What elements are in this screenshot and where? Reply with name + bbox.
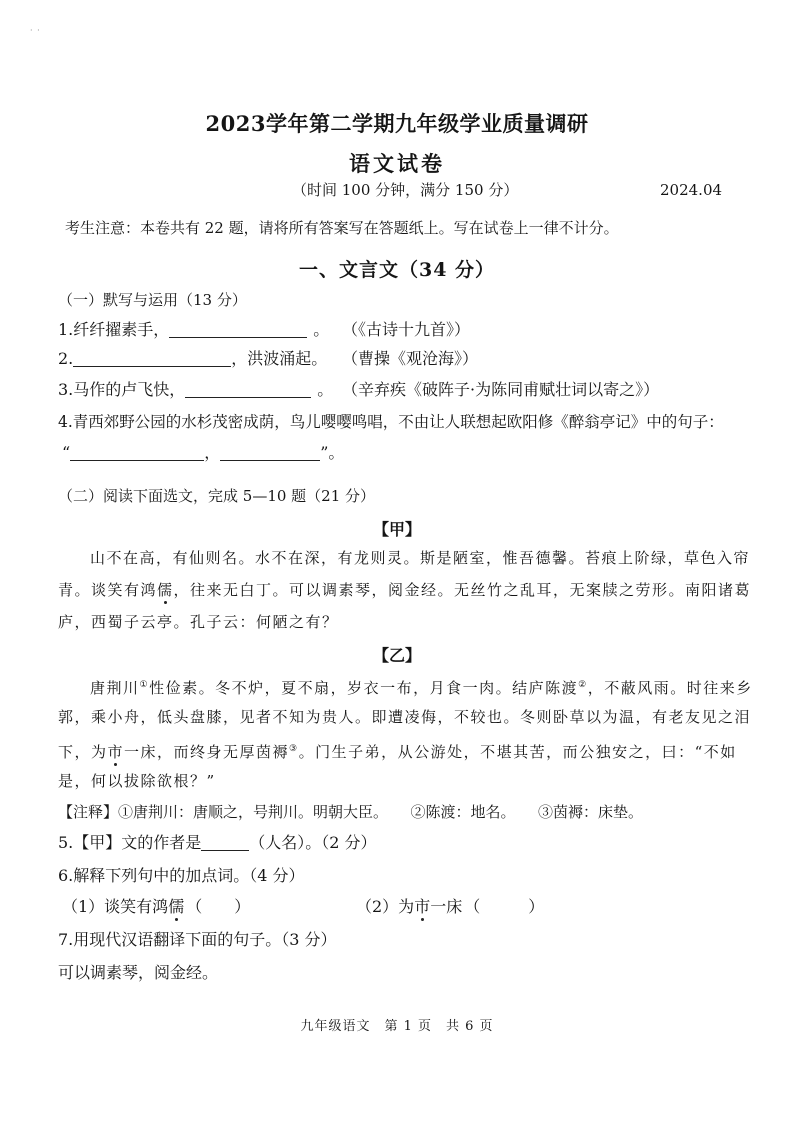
q4-open-quote: “ (62, 443, 71, 462)
page-footer: 九年级语文 第 1 页 共 6 页 (300, 1019, 494, 1034)
passage-yi-label: 【乙】 (372, 646, 421, 665)
q4-answer-blank-2[interactable] (220, 444, 320, 461)
q3-source: （辛弃疾《破阵子·为陈同甫赋壮词以寄之》） (342, 380, 660, 399)
q2-answer-blank[interactable] (73, 350, 231, 367)
scan-mark: · · (30, 26, 41, 35)
yi-line-4 (58, 771, 216, 791)
yi-line-1 (90, 675, 753, 698)
yi-line-4-text: 是，何以拔除欲根？” (58, 772, 216, 790)
note-ref-3: ③ (289, 744, 299, 754)
q6-item1-dotted-word: 儒 (168, 897, 185, 916)
q5-answer-blank[interactable] (201, 834, 249, 851)
exam-date: 2024.04 (660, 181, 723, 199)
q1-suffix: 。 (313, 320, 330, 339)
question-7-title: 7.用现代汉语翻译下面的句子。（3 分） (58, 930, 337, 949)
q6-item2-text-b: 一床 (430, 897, 463, 916)
yi-line-3 (58, 739, 737, 762)
question-4-answer (62, 443, 344, 463)
yi-line-3-text-c: 。门生子弟，从公游处，不堪其苦，而公独安之，曰：“不如 (298, 743, 737, 761)
question-6-title: 6.解释下列句中的加点词。（4 分） (58, 866, 305, 885)
q1-prefix: 1.纤纤擢素手， (58, 320, 170, 339)
q6-item1-answer-paren[interactable]: （ ） (186, 897, 251, 916)
jia-line-1 (90, 548, 750, 568)
question-1 (58, 320, 329, 340)
q6-item2-text-a: （2）为 (356, 897, 415, 916)
question-5 (58, 833, 377, 853)
jia-line-2-text-a: 青。谈笑有鸿 (58, 581, 158, 599)
q3-prefix: 3.马作的卢飞快， (58, 380, 186, 399)
part1-title: （一）默写与运用（13 分） (58, 291, 247, 309)
exam-title: 2023学年第二学期九年级学业质量调研 (205, 111, 589, 136)
passage-jia-label: 【甲】 (372, 520, 421, 539)
q5-prefix: 5.【甲】文的作者是 (58, 833, 202, 852)
q4-answer-blank-1[interactable] (70, 444, 204, 461)
part2-title: （二）阅读下面选文，完成 5—10 题（21 分） (58, 487, 376, 505)
q1-source: （《古诗十九首》） (342, 320, 471, 339)
exam-time-info: （时间 100 分钟，满分 150 分） (292, 181, 519, 199)
jia-line-3-text: 庐，西蜀子云亭。孔子云：何陋之有？ (58, 613, 339, 631)
jia-line-1-text: 山不在高，有仙则名。水不在深，有龙则灵。斯是陋室，惟吾德馨。苔痕上阶绿，草色入帘 (90, 549, 751, 567)
yi-line-3-text-b: 一床，而终身无厚茵褥 (124, 743, 290, 761)
question-3 (58, 380, 333, 400)
q5-suffix: （人名）。（2 分） (249, 833, 377, 852)
yi-line-1-text-b: 性俭素。冬不炉，夏不扇，岁衣一布，月食一肉。结庐陈渡 (149, 679, 579, 697)
q4-close-quote: ”。 (320, 443, 345, 462)
q3-suffix: 。 (317, 380, 334, 399)
jia-line-3 (58, 612, 339, 632)
jia-line-2 (58, 580, 751, 600)
q2-source: （曹操《观沧海》） (342, 349, 479, 368)
yi-line-1-text-c: ，不蔽风雨。时往来乡 (587, 679, 753, 697)
yi-dotted-word: 市 (107, 743, 125, 761)
question-7-sentence: 可以调素琴，阅金经。 (58, 963, 219, 982)
note-ref-1: ① (139, 680, 150, 690)
annotation-notes: 【注释】①唐荆川：唐顺之，号荆川。明朝大臣。 ②陈渡：地名。 ③茵褥：床垫。 (58, 803, 644, 821)
q6-item2-answer-paren[interactable]: （ ） (464, 897, 545, 916)
note-ref-2: ② (578, 680, 588, 690)
yi-line-1-text-a: 唐荆川 (90, 679, 140, 697)
q6-item2-dotted-word: 市 (414, 897, 431, 916)
q6-item1-text: （1）谈笑有鸿 (62, 897, 169, 916)
q1-answer-blank[interactable] (169, 321, 307, 338)
question-2 (58, 349, 327, 369)
question-6-item-1 (62, 897, 250, 917)
q2-suffix: ，洪波涌起。 (231, 349, 328, 368)
exam-notice: 考生注意：本卷共有 22 题，请将所有答案写在答题纸上。写在试卷上一律不计分。 (65, 219, 619, 237)
exam-subtitle: 语文试卷 (349, 151, 445, 176)
question-4-stem: 4.青西郊野公园的水杉茂密成荫，鸟儿嘤嘤鸣唱，不由让人联想起欧阳修《醉翁亭记》中的句子： (58, 413, 724, 431)
q3-answer-blank[interactable] (185, 381, 311, 398)
q4-comma: ， (204, 443, 221, 462)
yi-line-3-text-a: 下，为 (58, 743, 108, 761)
jia-dotted-word: 儒 (157, 581, 174, 599)
section-title: 一、文言文（34 分） (298, 259, 496, 281)
yi-line-2-text: 郭，乘小舟，低头盘膝，见者不知为贵人。即遭凌侮，不较也。冬则卧草以为温，有老友见之泪 (58, 708, 752, 726)
q2-prefix: 2. (58, 349, 74, 368)
question-6-item-2 (356, 897, 544, 917)
jia-line-2-text-b: ，往来无白丁。可以调素琴，阅金经。无丝竹之乱耳，无案牍之劳形。南阳诸葛 (173, 581, 752, 599)
yi-line-2 (58, 707, 751, 727)
